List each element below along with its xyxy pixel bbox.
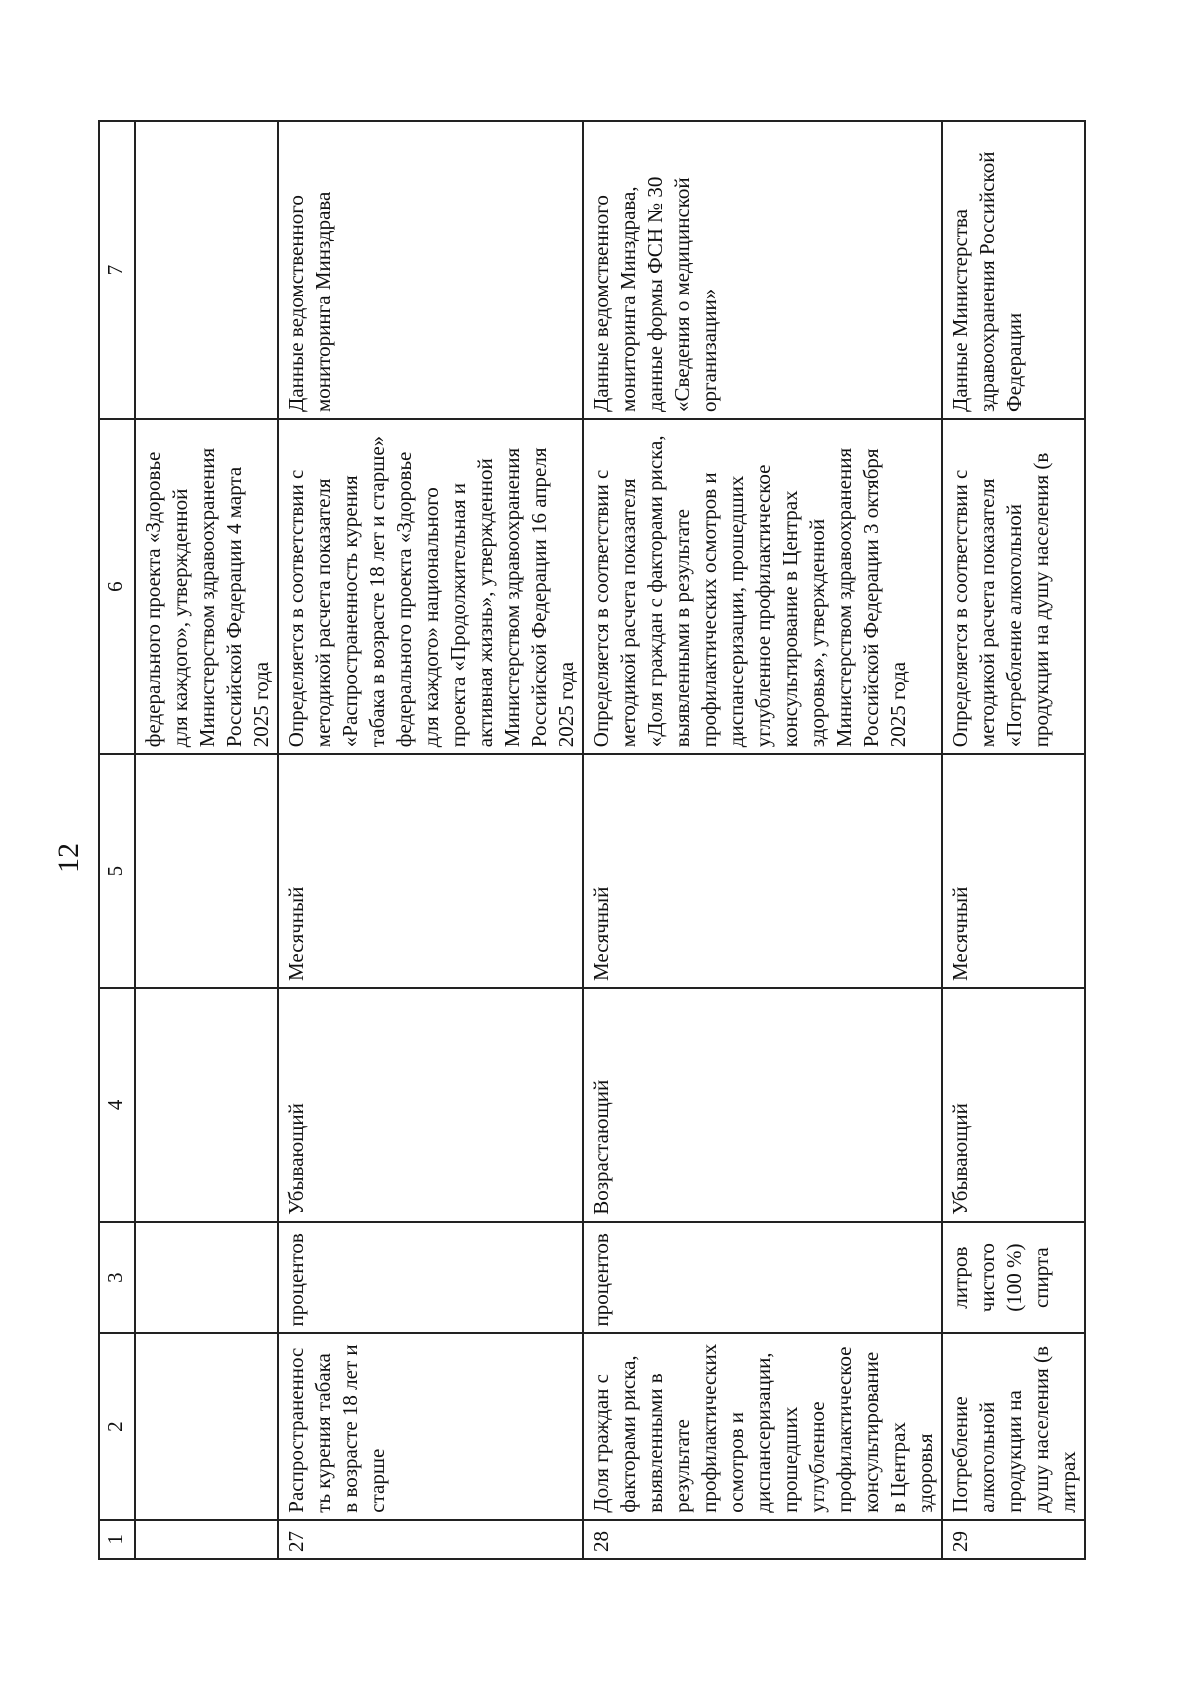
cell-source: Данные ведомственного мониторинга Минздрава [278, 121, 583, 419]
cell-trend: Убывающий [942, 988, 1085, 1222]
page-number: 12 [52, 843, 85, 873]
cell-source: Данные Министерства здравоохранения Российской Федерации [942, 121, 1085, 419]
cell-indicator: Потребление алкогольной продукции на душу населения (в литрах [942, 1334, 1085, 1520]
table-header-row [99, 121, 135, 1559]
indicators-table [98, 120, 1086, 1560]
cell-trend [135, 988, 278, 1222]
cell-indicator [135, 1334, 278, 1520]
header-col-4: 4 [99, 988, 135, 1222]
cell-indicator: Доля граждан с факторами риска, выявленными в результате профилактических осмотров и диспансеризации, прошедших углубленное профилактическое консультирование в Центрах здоровья [583, 1334, 942, 1520]
cell-num: 28 [583, 1520, 942, 1559]
header-col-2: 2 [99, 1334, 135, 1520]
header-col-7: 7 [99, 121, 135, 419]
table-row-continuation [135, 121, 278, 1559]
cell-num: 27 [278, 1520, 583, 1559]
cell-num [135, 1520, 278, 1559]
cell-period: Месячный [278, 754, 583, 988]
cell-period: Месячный [942, 754, 1085, 988]
cell-unit: процентов [278, 1222, 583, 1334]
cell-trend: Возрастающий [583, 988, 942, 1222]
cell-trend: Убывающий [278, 988, 583, 1222]
cell-indicator: Распространенность курения табака в возрасте 18 лет и старше [278, 1334, 583, 1520]
cell-source [135, 121, 278, 419]
cell-source: Данные ведомственного мониторинга Минздрава, данные формы ФСН № 30 «Сведения о медицинской организации» [583, 121, 942, 419]
cell-unit [135, 1222, 278, 1334]
cell-method: Определяется в соответствии с методикой расчета показателя «Распространенность курения табака в возрасте 18 лет и старше» федерального проекта «Здоровье для каждого» национального проекта «Продолжительная и активная жизнь», утвержденной Министерством здравоохранения Российской Федерации 16 апреля 2025 года [278, 419, 583, 754]
header-col-3: 3 [99, 1222, 135, 1334]
cell-method: Определяется в соответствии с методикой расчета показателя «Потребление алкогольной продукции на душу населения (в [942, 419, 1085, 754]
cell-method: Определяется в соответствии с методикой расчета показателя «Доля граждан с факторами риска, выявленными в результате профилактических осмотров и диспансеризации, прошедших углубленное профилактическое консультирование в Центрах здоровья», утвержденной Министерством здравоохранения Российской Федерации 3 октября 2025 года [583, 419, 942, 754]
table-row [583, 121, 942, 1559]
table-row [278, 121, 583, 1559]
header-col-6: 6 [99, 419, 135, 754]
cell-method: федерального проекта «Здоровье для каждого», утвержденной Министерством здравоохранения Российской Федерации 4 марта 2025 года [135, 419, 278, 754]
cell-unit: литров чистого (100 %) спирта [942, 1222, 1085, 1334]
cell-unit: процентов [583, 1222, 942, 1334]
cell-period [135, 754, 278, 988]
header-col-5: 5 [99, 754, 135, 988]
header-col-1: 1 [99, 1520, 135, 1559]
table-row [942, 121, 1085, 1559]
cell-num: 29 [942, 1520, 1085, 1559]
cell-period: Месячный [583, 754, 942, 988]
